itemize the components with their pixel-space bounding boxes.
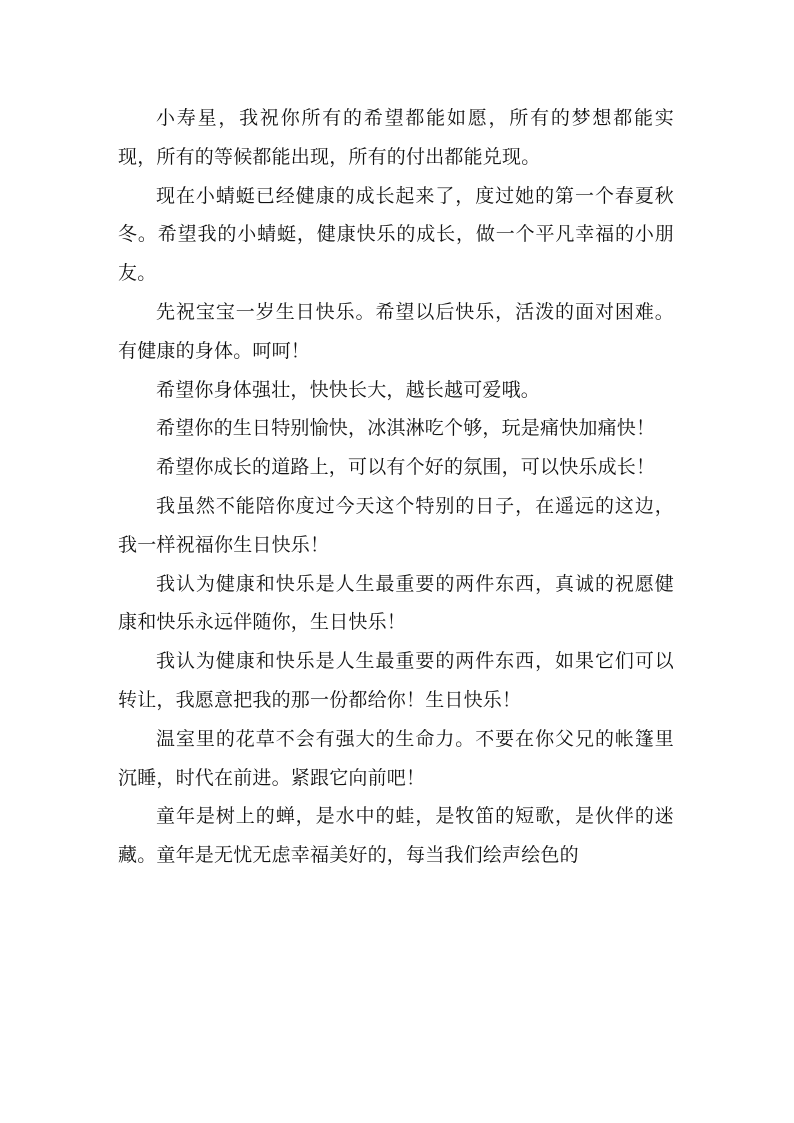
paragraph: 小寿星，我祝你所有的希望都能如愿，所有的梦想都能实现，所有的等候都能出现，所有的付出都能兑现。	[118, 107, 674, 168]
paragraph: 我虽然不能陪你度过今天这个特别的日子，在遥远的这边，我一样祝福你生日快乐！	[118, 494, 674, 556]
paragraph: 我认为健康和快乐是人生最重要的两件东西，真诚的祝愿健康和快乐永远伴随你，生日快乐！	[118, 572, 674, 634]
paragraph: 先祝宝宝一岁生日快乐。希望以后快乐，活泼的面对困难。有健康的身体。呵呵！	[118, 300, 674, 362]
paragraph: 希望你的生日特别愉快，冰淇淋吃个够，玩是痛快加痛快！	[156, 417, 656, 440]
paragraph: 童年是树上的蝉，是水中的蛙，是牧笛的短歌，是伙伴的迷藏。童年是无忧无虑幸福美好的，每当我们绘声绘色的	[118, 805, 674, 867]
paragraph: 温室里的花草不会有强大的生命力。不要在你父兄的帐篷里沉睡，时代在前进。紧跟它向前吧！	[118, 727, 674, 789]
document-body	[118, 99, 674, 875]
paragraph: 现在小蜻蜓已经健康的成长起来了，度过她的第一个春夏秋冬。希望我的小蜻蜓，健康快乐的成长，做一个平凡幸福的小朋友。	[118, 184, 674, 285]
paragraph: 希望你身体强壮，快快长大，越长越可爱哦。	[156, 378, 541, 401]
paragraph: 我认为健康和快乐是人生最重要的两件东西，如果它们可以转让，我愿意把我的那一份都给你！生日快乐！	[118, 650, 674, 711]
paragraph: 希望你成长的道路上，可以有个好的氛围，可以快乐成长！	[156, 456, 656, 479]
